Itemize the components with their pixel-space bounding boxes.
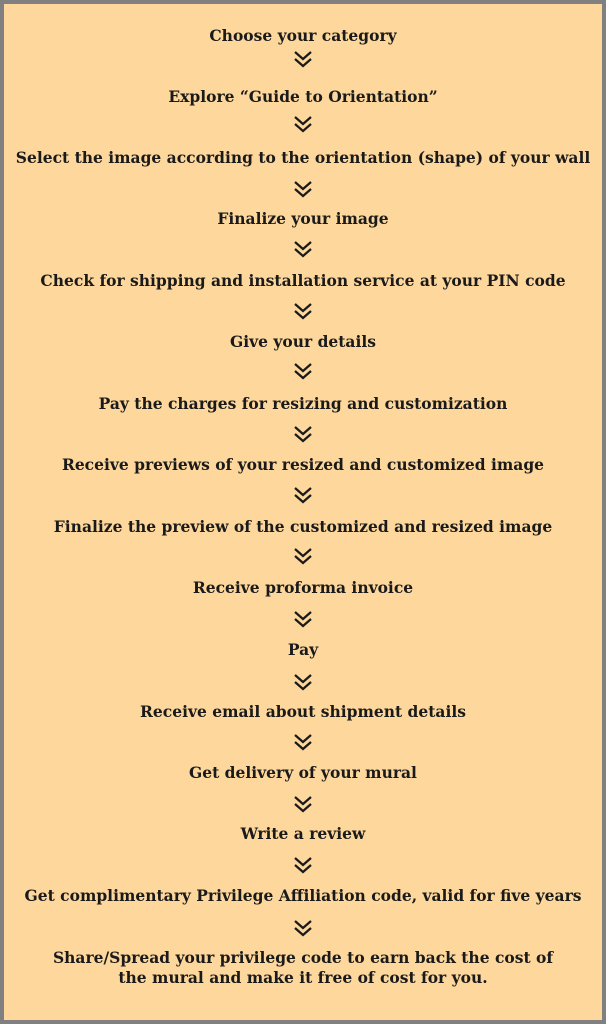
double-chevron-down-icon [293, 794, 313, 814]
process-flow [4, 4, 602, 1020]
step-check-shipping: Check for shipping and installation service at your PIN code [40, 271, 566, 290]
double-chevron-down-icon [293, 732, 313, 752]
step-choose-category: Choose your category [209, 26, 397, 45]
step-pay-charges: Pay the charges for resizing and customization [98, 394, 508, 413]
step-finalize-preview: Finalize the preview of the customized and resized image [53, 517, 553, 536]
step-receive-previews: Receive previews of your resized and customized image [61, 455, 545, 474]
double-chevron-down-icon [293, 609, 313, 629]
double-chevron-down-icon [293, 485, 313, 505]
double-chevron-down-icon [293, 918, 313, 938]
double-chevron-down-icon [293, 672, 313, 692]
step-explore-guide: Explore “Guide to Orientation” [168, 87, 438, 106]
step-finalize-image: Finalize your image [217, 209, 389, 228]
flowchart-panel [4, 4, 602, 1020]
step-privilege-code: Get complimentary Privilege Affiliation code, valid for five years [24, 886, 582, 905]
double-chevron-down-icon [293, 49, 313, 69]
double-chevron-down-icon [293, 361, 313, 381]
double-chevron-down-icon [293, 546, 313, 566]
step-get-delivery: Get delivery of your mural [189, 763, 417, 782]
double-chevron-down-icon [293, 424, 313, 444]
step-pay: Pay [287, 640, 319, 659]
step-shipment-email: Receive email about shipment details [140, 702, 466, 721]
step-give-details: Give your details [230, 332, 376, 351]
double-chevron-down-icon [293, 301, 313, 321]
double-chevron-down-icon [293, 855, 313, 875]
step-share-code: Share/Spread your privilege code to earn back the cost of the mural and make it free of cost for you. [52, 948, 554, 987]
step-receive-invoice: Receive proforma invoice [192, 578, 414, 597]
double-chevron-down-icon [293, 114, 313, 134]
double-chevron-down-icon [293, 239, 313, 259]
step-select-image: Select the image according to the orientation (shape) of your wall [15, 148, 591, 167]
double-chevron-down-icon [293, 179, 313, 199]
step-write-review: Write a review [240, 824, 366, 843]
